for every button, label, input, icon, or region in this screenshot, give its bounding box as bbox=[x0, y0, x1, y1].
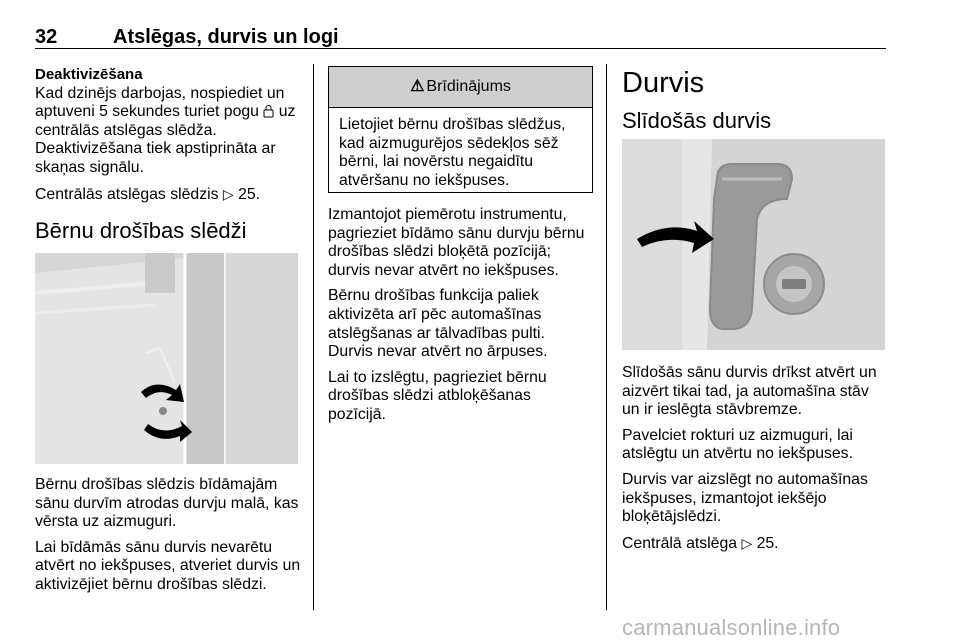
text-line: centrālās atslēgas slēdža. bbox=[35, 121, 217, 139]
paragraph bbox=[35, 85, 303, 178]
text-line: Izmantojot piemērotu instrumentu, bbox=[328, 206, 567, 223]
text-line: pozīcijā. bbox=[328, 405, 386, 423]
column-divider bbox=[606, 64, 607, 610]
text-line: Lai bīdāmās sānu durvis nevarētu bbox=[35, 538, 273, 556]
text-line: aktivizēta arī pēc automašīnas bbox=[328, 305, 542, 323]
warning-header bbox=[329, 67, 592, 108]
text-line: uz bbox=[274, 103, 296, 121]
warning-title: Brīdinājums bbox=[426, 78, 511, 95]
left-column bbox=[35, 66, 303, 244]
text-line: Deaktivizēšana tiek apstiprināta ar bbox=[35, 140, 276, 158]
text-line: atslēgšanas ar tālvadības pulti. bbox=[328, 324, 545, 342]
right-column bbox=[622, 66, 887, 134]
text-line: un ir ieslēgta stāvbremze. bbox=[622, 401, 802, 419]
text-line: 25. bbox=[752, 534, 779, 552]
text-line: aptuveni 5 sekundes turiet pogu bbox=[35, 103, 264, 121]
paragraph bbox=[35, 185, 303, 205]
text-line: atslēgtu un atvērtu no iekšpuses. bbox=[622, 445, 853, 463]
text-line: Slīdošās sānu durvis drīkst atvērt un bbox=[622, 364, 877, 381]
text-line: vērsta uz aizmuguri. bbox=[35, 513, 177, 531]
paragraph bbox=[328, 206, 600, 280]
paragraph bbox=[622, 471, 887, 527]
text-line: aktivizējiet bērnu drošības slēdzi. bbox=[35, 575, 267, 593]
text-line: Bērnu drošības slēdzis bīdāmajām bbox=[35, 476, 278, 493]
text-line: aizvērt tikai tad, ja automašīna stāv bbox=[622, 382, 869, 400]
warning-box bbox=[328, 66, 593, 193]
paragraph bbox=[622, 534, 887, 554]
left-column-bottom bbox=[35, 476, 303, 602]
text-line: Centrālās atslēgas slēdzis bbox=[35, 185, 223, 203]
deactivation-heading: Deaktivizēšana bbox=[35, 66, 143, 83]
paragraph bbox=[328, 369, 600, 425]
text-line: kad aizmugurējos sēdekļos sēž bbox=[339, 134, 559, 152]
page-ref-arrow-icon: ▷ bbox=[741, 534, 753, 551]
middle-column bbox=[328, 206, 600, 432]
text-line: Durvis var aizslēgt no automašīnas bbox=[622, 470, 868, 488]
right-column-text bbox=[622, 364, 887, 560]
section-title: Durvis bbox=[622, 67, 705, 99]
lock-icon bbox=[263, 104, 274, 118]
text-line: 25. bbox=[233, 185, 261, 203]
text-line: Lietojiet bērnu drošības slēdžus, bbox=[339, 116, 566, 133]
paragraph bbox=[35, 539, 303, 595]
subsection-title: Slīdošās durvis bbox=[622, 108, 772, 133]
text-line: Kad dzinējs darbojas, nospiediet un bbox=[35, 84, 285, 102]
text-line: pagrieziet bīdāmo sānu durvju bērnu bbox=[328, 224, 585, 242]
page-ref-arrow-icon: ▷ bbox=[222, 185, 234, 202]
text-line: Lai to izslēgtu, pagrieziet bērnu bbox=[328, 368, 547, 386]
text-line: skaņas signālu. bbox=[35, 158, 144, 176]
paragraph bbox=[35, 476, 303, 532]
door-handle-drawing bbox=[622, 139, 885, 350]
text-line: bloķētājslēdzi. bbox=[622, 508, 722, 526]
text-line: drošības slēdzi atbloķēšanas bbox=[328, 387, 531, 405]
page-header bbox=[35, 22, 886, 49]
text-line: Durvis nevar atvērt no ārpuses. bbox=[328, 343, 548, 361]
text-line: durvis nevar atvērt no iekšpuses. bbox=[328, 261, 559, 279]
text-line: bērni, lai novērstu negaidītu bbox=[339, 153, 534, 171]
paragraph bbox=[622, 364, 887, 420]
text-line: drošības slēdzi bloķētā pozīcijā; bbox=[328, 243, 552, 261]
page-number: 32 bbox=[35, 26, 58, 48]
text-line: iekšpuses, izmantojot iekšējo bbox=[622, 489, 827, 507]
text-line: sānu durvīm atrodas durvju malā, kas bbox=[35, 494, 299, 512]
paragraph bbox=[622, 427, 887, 464]
text-line: Pavelciet rokturi uz aizmuguri, lai bbox=[622, 426, 853, 444]
text-line: atvērt no iekšpuses, atveriet durvis un bbox=[35, 557, 301, 575]
rotate-arrows-icon bbox=[136, 378, 196, 448]
text-line: atvēršanu no iekšpuses. bbox=[339, 171, 510, 189]
warning-triangle-icon: ⚠ bbox=[410, 78, 425, 95]
column-divider bbox=[313, 64, 314, 610]
text-line: Bērnu drošības funkcija paliek bbox=[328, 287, 539, 305]
chapter-title: Atslēgas, durvis un logi bbox=[113, 26, 339, 48]
section-heading: Bērnu drošības slēdži bbox=[35, 218, 247, 244]
watermark: carmanualsonline.info bbox=[622, 615, 841, 640]
text-line: Centrālā atslēga bbox=[622, 534, 742, 552]
paragraph bbox=[328, 287, 600, 361]
door-handle-illustration bbox=[622, 139, 885, 350]
warning-body bbox=[329, 108, 592, 190]
